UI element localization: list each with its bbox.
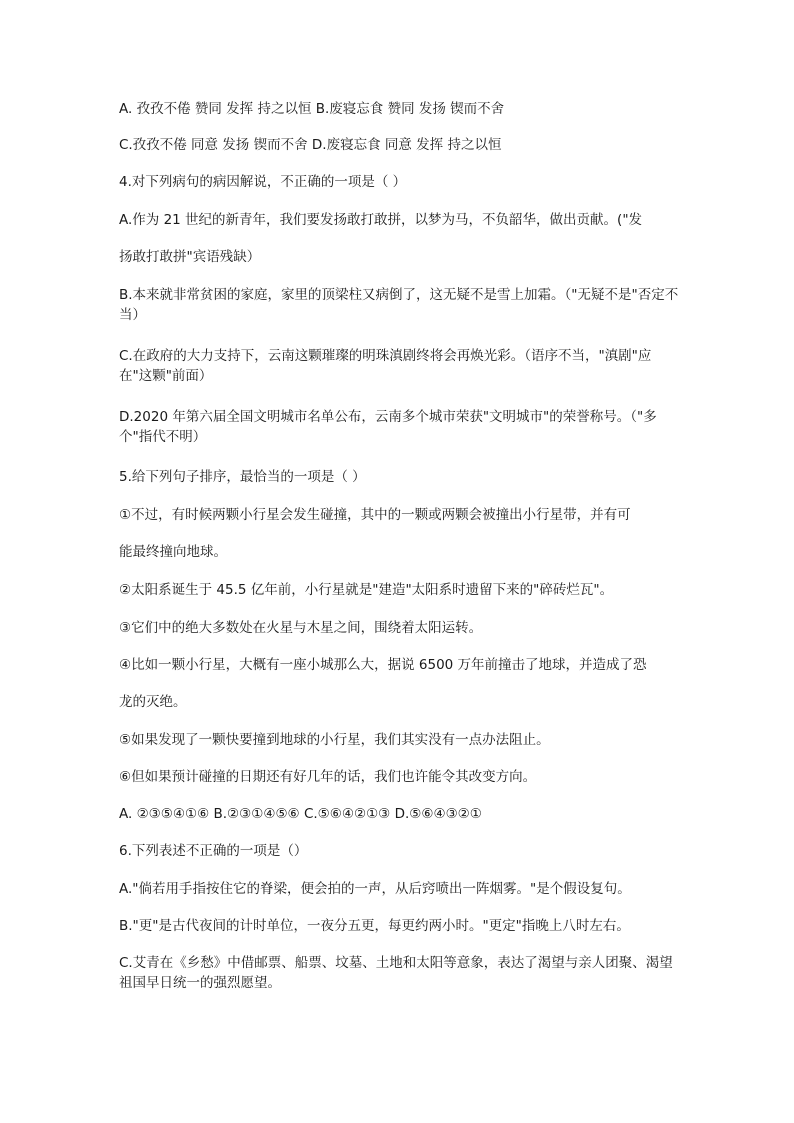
q6-option-a: A."倘若用手指按住它的脊梁，便会拍的一声，从后窍喷出一阵烟雾。"是个假设复句。 — [119, 881, 631, 897]
q5-sentence-4-line-2: 龙的灭绝。 — [119, 694, 187, 710]
q4-option-b: B.本来就非常贫困的家庭，家里的顶梁柱又病倒了，这无疑不是雪上加霜。（"无疑不是"否定不当） — [119, 287, 679, 323]
q5-stem: 5.给下列句子排序，最恰当的一项是（ ） — [119, 469, 366, 485]
q4-stem: 4.对下列病句的病因解说，不正确的一项是（ ） — [119, 174, 407, 190]
q6-stem: 6.下列表述不正确的一项是（） — [119, 843, 308, 859]
q6-option-c: C.艾青在《乡愁》中借邮票、船票、坟墓、土地和太阳等意象，表达了渴望与亲人团聚、渴望祖国早日统一的强烈愿望。 — [119, 955, 673, 991]
q6-option-b: B."更"是古代夜间的计时单位，一夜分五更，每更约两小时。"更定"指晚上八时左右。 — [119, 918, 630, 934]
q5-sentence-6: ⑥但如果预计碰撞的日期还有好几年的话，我们也许能令其改变方向。 — [119, 769, 537, 785]
q4-option-c: C.在政府的大力支持下，云南这颗璀璨的明珠滇剧终将会再焕光彩。（语序不当，"滇剧"应在"这颗"前面） — [119, 348, 652, 384]
q5-sentence-5: ⑤如果发现了一颗快要撞到地球的小行星，我们其实没有一点办法阻止。 — [119, 732, 550, 748]
q3-options-line-1: A. 孜孜不倦 赞同 发挥 持之以恒 B.废寝忘食 赞同 发扬 锲而不舍 — [119, 101, 505, 117]
q5-options: A. ②③⑤④①⑥ B.②③①④⑤⑥ C.⑤⑥④②①③ D.⑤⑥④③②① — [119, 806, 482, 822]
q4-option-a-line-1: A.作为 21 世纪的新青年，我们要发扬敢打敢拼，以梦为马，不负韶华，做出贡献。("发 — [119, 212, 643, 228]
q4-option-d: D.2020 年第六届全国文明城市名单公布，云南多个城市荣获"文明城市"的荣誉称号。（"多个"指代不明） — [119, 409, 657, 445]
q5-sentence-2: ②太阳系诞生于 45.5 亿年前，小行星就是"建造"太阳系时遗留下来的"碎砖烂瓦"。 — [119, 582, 614, 598]
q3-options-line-2: C.孜孜不倦 同意 发扬 锲而不舍 D.废寝忘食 同意 发挥 持之以恒 — [119, 137, 502, 153]
q5-sentence-4-line-1: ④比如一颗小行星，大概有一座小城那么大，据说 6500 万年前撞击了地球，并造成了恐 — [119, 657, 647, 673]
q5-sentence-1-line-2: 能最终撞向地球。 — [119, 544, 227, 560]
q4-option-a-line-2: 扬敢打敢拼"宾语残缺） — [119, 249, 261, 265]
q5-sentence-3: ③它们中的绝大多数处在火星与木星之间，围绕着太阳运转。 — [119, 620, 483, 636]
q5-sentence-1-line-1: ①不过，有时候两颗小行星会发生碰撞，其中的一颗或两颗会被撞出小行星带，并有可 — [119, 507, 631, 523]
